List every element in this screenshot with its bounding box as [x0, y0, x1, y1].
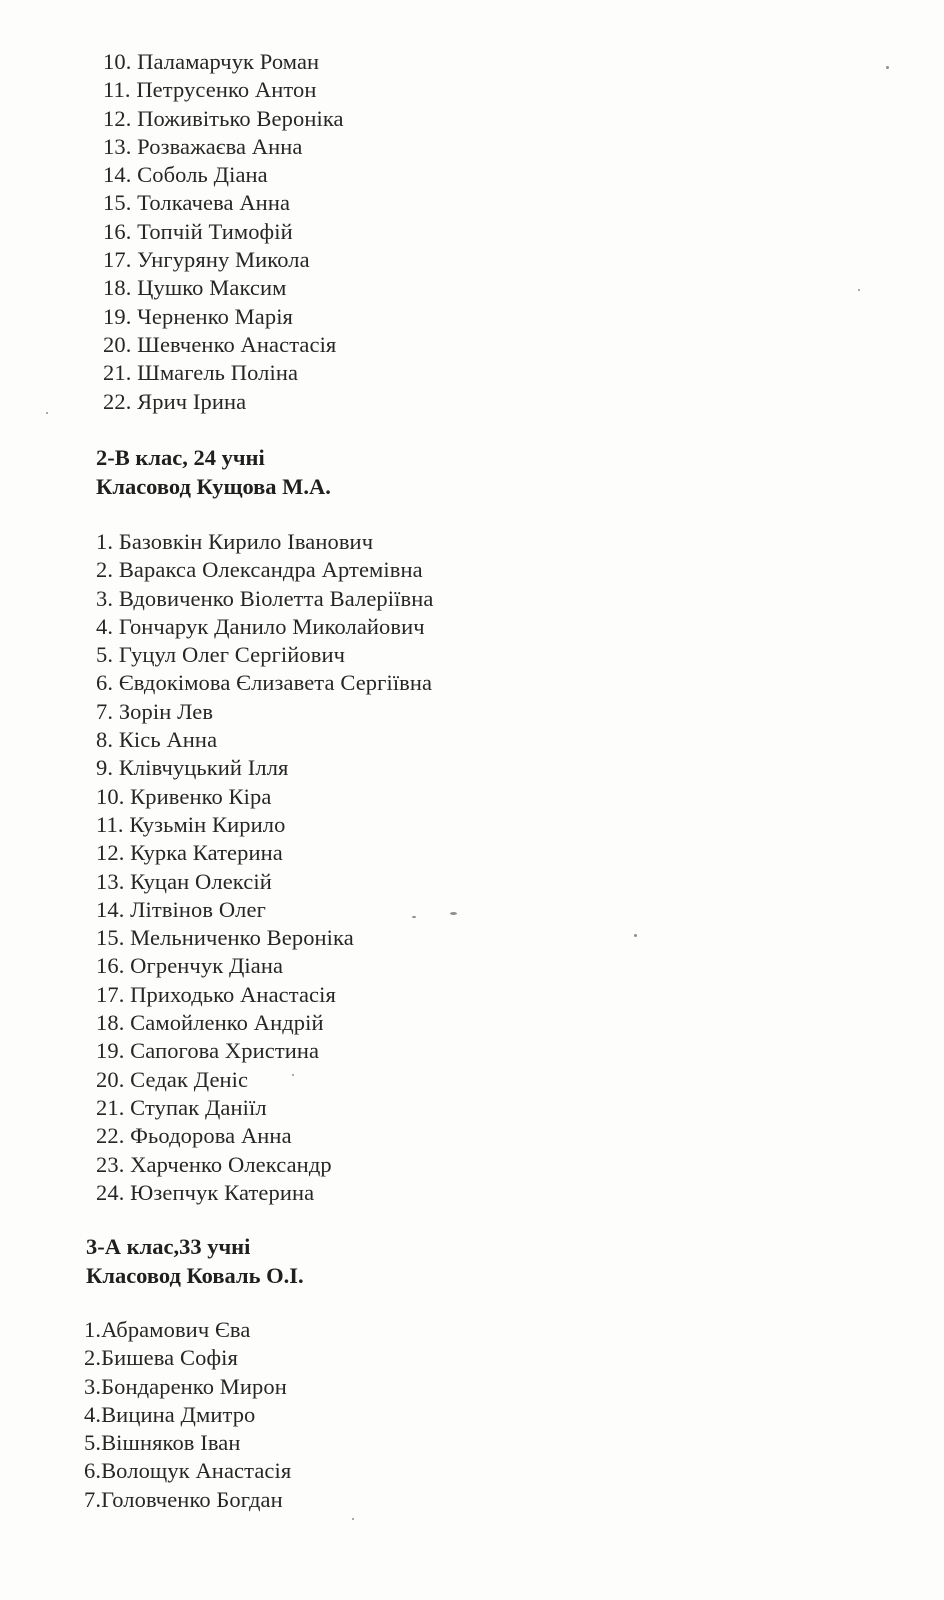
list-item: 12. Поживітько Вероніка [103, 105, 344, 131]
list-item: 14. Літвінов Олег [96, 896, 266, 922]
scan-speck [886, 66, 889, 69]
scan-speck [450, 912, 457, 915]
scan-speck [352, 1518, 354, 1520]
list-item: 11. Петрусенко Антон [103, 77, 317, 103]
list-item: 21. Шмагель Поліна [103, 360, 299, 386]
list-item: 9. Клівчуцький Ілля [96, 755, 289, 781]
list-item: 17. Приходько Анастасія [96, 981, 336, 1007]
list-item: 15. Толкачева Анна [103, 190, 291, 216]
list-item: 10. Кривенко Кіра [96, 783, 272, 809]
list-item: 16. Огренчук Діана [96, 953, 284, 979]
class-teacher: Класовод Коваль О.І. [86, 1262, 304, 1288]
list-item: 6.Волощук Анастасія [84, 1458, 292, 1484]
list-item: 18. Самойленко Андрій [96, 1010, 324, 1036]
list-item: 20. Седак Деніс [96, 1066, 249, 1092]
class-heading: 2-В клас, 24 учні [96, 445, 265, 470]
list-item: 18. Цушко Максим [103, 275, 287, 301]
list-item: 4.Вицина Дмитро [84, 1401, 256, 1427]
list-item: 19. Сапогова Христина [96, 1038, 320, 1064]
list-item: 11. Кузьмін Кирило [96, 811, 286, 837]
list-item: 2. Варакса Олександра Артемівна [96, 557, 423, 583]
list-item: 24. Юзепчук Катерина [96, 1179, 315, 1205]
list-item: 1.Абрамович Єва [84, 1317, 251, 1342]
list-item: 19. Черненко Марія [103, 303, 294, 329]
scan-speck [412, 916, 416, 918]
list-item: 3.Бондаренко Мирон [84, 1373, 287, 1399]
class-2v-student-list [96, 528, 433, 1207]
list-item: 10. Паламарчук Роман [103, 49, 320, 74]
scan-speck [46, 412, 48, 414]
list-item: 6. Євдокімова Єлизавета Сергіївна [96, 670, 433, 696]
list-item: 22. Фьодорова Анна [96, 1123, 292, 1149]
class-heading: 3-А клас,33 учні [86, 1234, 251, 1259]
list-item: 3. Вдовиченко Віолетта Валеріївна [96, 585, 434, 611]
list-item: 2.Бишева Софія [84, 1345, 238, 1371]
list-item: 5. Гуцул Олег Сергійович [96, 642, 346, 668]
class-3a-student-list [84, 1316, 291, 1514]
list-item: 12. Курка Катерина [96, 840, 283, 866]
list-item: 4. Гончарук Данило Миколайович [96, 613, 425, 639]
scan-speck [858, 289, 860, 291]
scan-speck [634, 934, 637, 937]
list-item: 7. Зорін Лев [96, 698, 214, 724]
list-item: 16. Топчій Тимофій [103, 218, 293, 244]
list-item: 21. Ступак Даніїл [96, 1094, 267, 1120]
list-item: 23. Харченко Олександр [96, 1151, 332, 1177]
class-teacher: Класовод Кущова М.А. [96, 473, 331, 499]
list-item: 17. Унгуряну Микола [103, 247, 310, 273]
list-item: 13. Куцан Олексій [96, 868, 272, 894]
class-2v-header [96, 444, 331, 501]
list-item: 7.Головченко Богдан [84, 1486, 283, 1512]
list-item: 8. Кісь Анна [96, 727, 218, 753]
list-item: 13. Розважаєва Анна [103, 133, 303, 159]
class-3a-header [86, 1233, 304, 1290]
list-item: 5.Вішняков Іван [84, 1430, 241, 1456]
list-item: 15. Мельниченко Вероніка [96, 925, 354, 951]
student-list-continued [103, 48, 344, 416]
list-item: 1. Базовкін Кирило Іванович [96, 529, 374, 554]
list-item: 20. Шевченко Анастасія [103, 331, 337, 357]
list-item: 22. Ярич Ірина [103, 388, 247, 414]
list-item: 14. Соболь Діана [103, 162, 268, 188]
scan-speck [292, 1074, 294, 1076]
